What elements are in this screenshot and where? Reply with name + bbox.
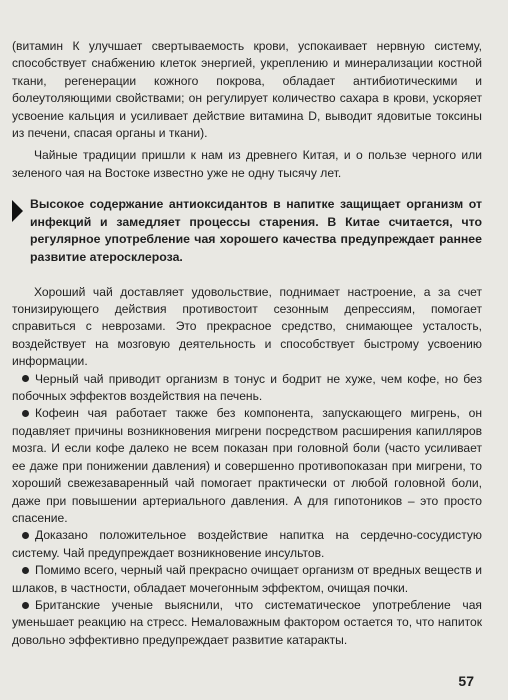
callout-text: Высокое содержание антиоксидантов в напитке защищает организм от инфекций и замедляет процессы старения. В Китае считается, что регулярное употребление чая хорошего качества предупреждает раннее развитие атеросклероза.: [30, 197, 482, 265]
paragraph-good-tea: Хороший чай доставляет удовольствие, поднимает настроение, а за счет тонизирующего действия противостоит сезонным депрессиям, помогает справиться с неврозами. Это прекрасное средство, снимающее усталость, воздействует на мозговую деятельность и способствует быстрому усвоению информации.: [12, 284, 482, 369]
bullet-icon: [22, 567, 29, 574]
callout-block: [12, 196, 482, 266]
bullet-icon: [22, 602, 29, 609]
paragraph-vitamin-k: (витамин К улучшает свертываемость крови, успокаивает нервную систему, способствует снабжению клеток энергией, укреплению и минерализации костной ткани, регенерации кожного покрова, обладает антибиотическими и болеутоляющими свойствами; он регулирует количество сахара в крови, ускоряет усвоение кальция и усиливает действие витамина D, выводит ядовитые токсины из печени, спасая органы и ткани).: [12, 39, 482, 141]
bullet-list: [12, 371, 482, 650]
paragraph-tea-traditions: Чайные традиции пришли к нам из древнего Китая, и о пользе черного или зеленого чая на Востоке известно уже не одну тысячу лет.: [12, 148, 482, 180]
bullet-icon: [22, 532, 29, 539]
bullet-icon: [22, 375, 29, 382]
list-item: Черный чай приводит организм в тонус и бодрит не хуже, чем кофе, но без побочных эффектов воздействия на печень.: [12, 371, 482, 404]
list-item: Доказано положительное воздействие напитка на сердечно-сосудистую систему. Чай предупреждает возникновение инсультов.: [12, 528, 482, 560]
list-item: Британские ученые выяснили, что систематическое употребление чая уменьшает реакцию на стресс. Немаловажным фактором остается то, что напиток довольно эффективно предупреждает развитие катаракты.: [12, 597, 482, 647]
list-item: Помимо всего, черный чай прекрасно очищает организм от вредных веществ и шлаков, в частности, обладает мочегонным эффектом, очищая почки.: [12, 563, 482, 595]
page-number: 57: [458, 673, 474, 689]
bullet-icon: [22, 410, 29, 417]
list-item: Кофеин чая работает также без компонента, запускающего мигрень, он подавляет причины возникновения мигрени посредством расширения капилляров мозга. И если кофе далеко не всем показан при головной боли (часто усиливает ее даже при понижении давления) и совершенно противопоказан при мигрени, то хороший свежезаваренный чай помогает практически от любой головной боли, даже при повышении артериального давления. А для гипотоников – это просто спасение.: [12, 406, 482, 525]
arrow-marker-icon: [12, 200, 23, 222]
